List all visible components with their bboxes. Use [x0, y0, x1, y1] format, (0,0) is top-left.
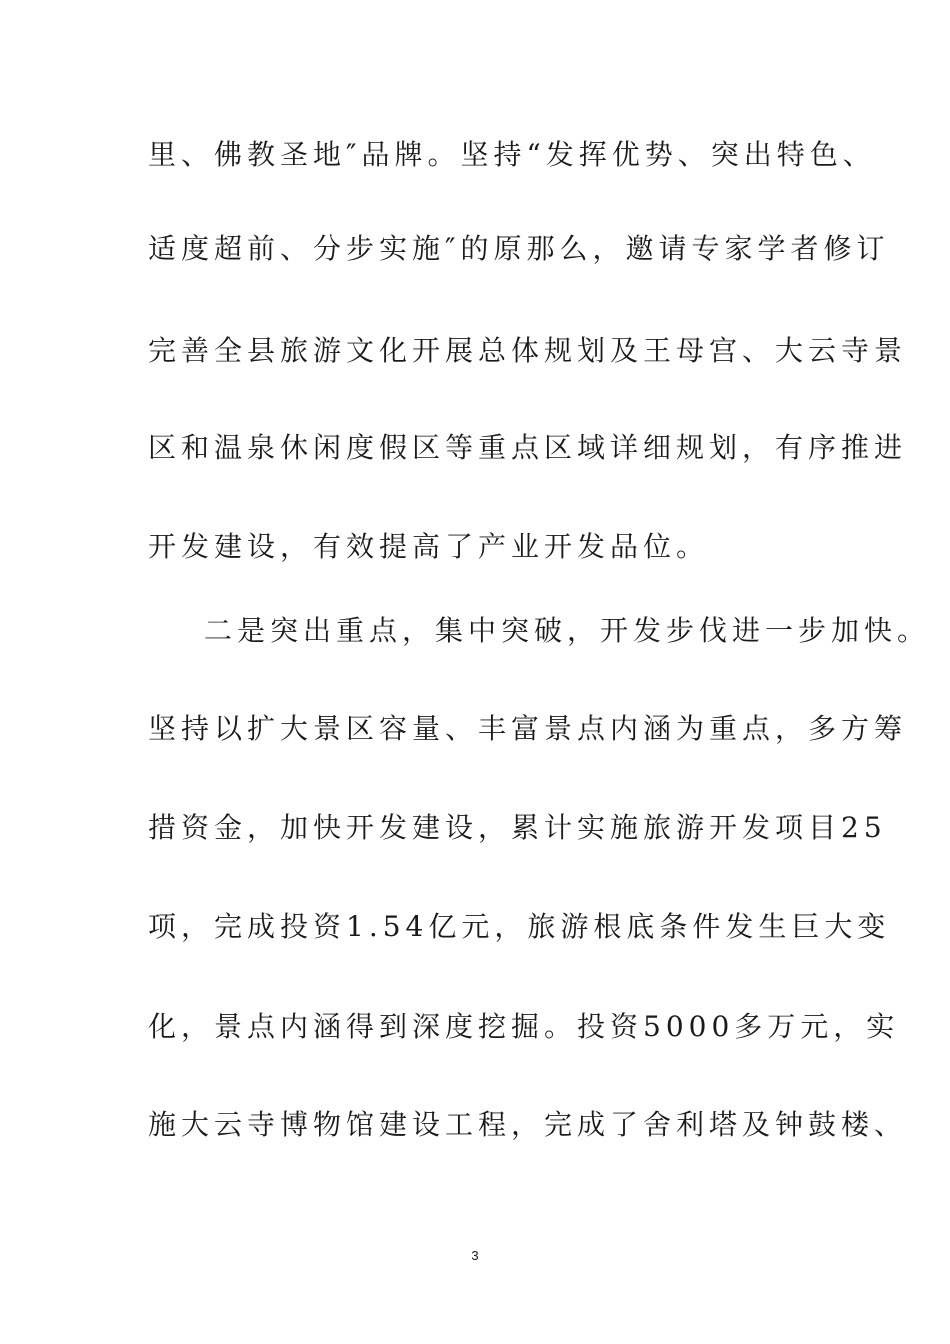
- text-line: 化，景点内涵得到深度挖掘。投资5000多万元，实: [148, 1010, 900, 1043]
- text-line: 区和温泉休闲度假区等重点区域详细规划，有序推进: [148, 431, 908, 464]
- text-line: 完善全县旅游文化开展总体规划及王母宫、大云寺景: [148, 334, 908, 367]
- text-line: 措资金，加快开发建设，累计实施旅游开发项目25: [148, 811, 887, 844]
- text-line: 项，完成投资1.54亿元，旅游根底条件发生巨大变: [148, 910, 891, 943]
- paragraph-start-line: 二是突出重点，集中突破，开发步伐进一步加快。: [204, 614, 931, 647]
- text-line: 坚持以扩大景区容量、丰富景点内涵为重点，多方筹: [148, 712, 908, 745]
- text-line: 适度超前、分步实施″的原那么，邀请专家学者修订: [148, 232, 890, 265]
- text-line: 里、佛教圣地″品牌。坚持“发挥优势、突出特色、: [148, 138, 876, 171]
- text-line: 施大云寺博物馆建设工程，完成了舍利塔及钟鼓楼、: [148, 1108, 908, 1141]
- text-line: 开发建设，有效提高了产业开发品位。: [148, 530, 710, 563]
- page-number: 3: [471, 1248, 479, 1263]
